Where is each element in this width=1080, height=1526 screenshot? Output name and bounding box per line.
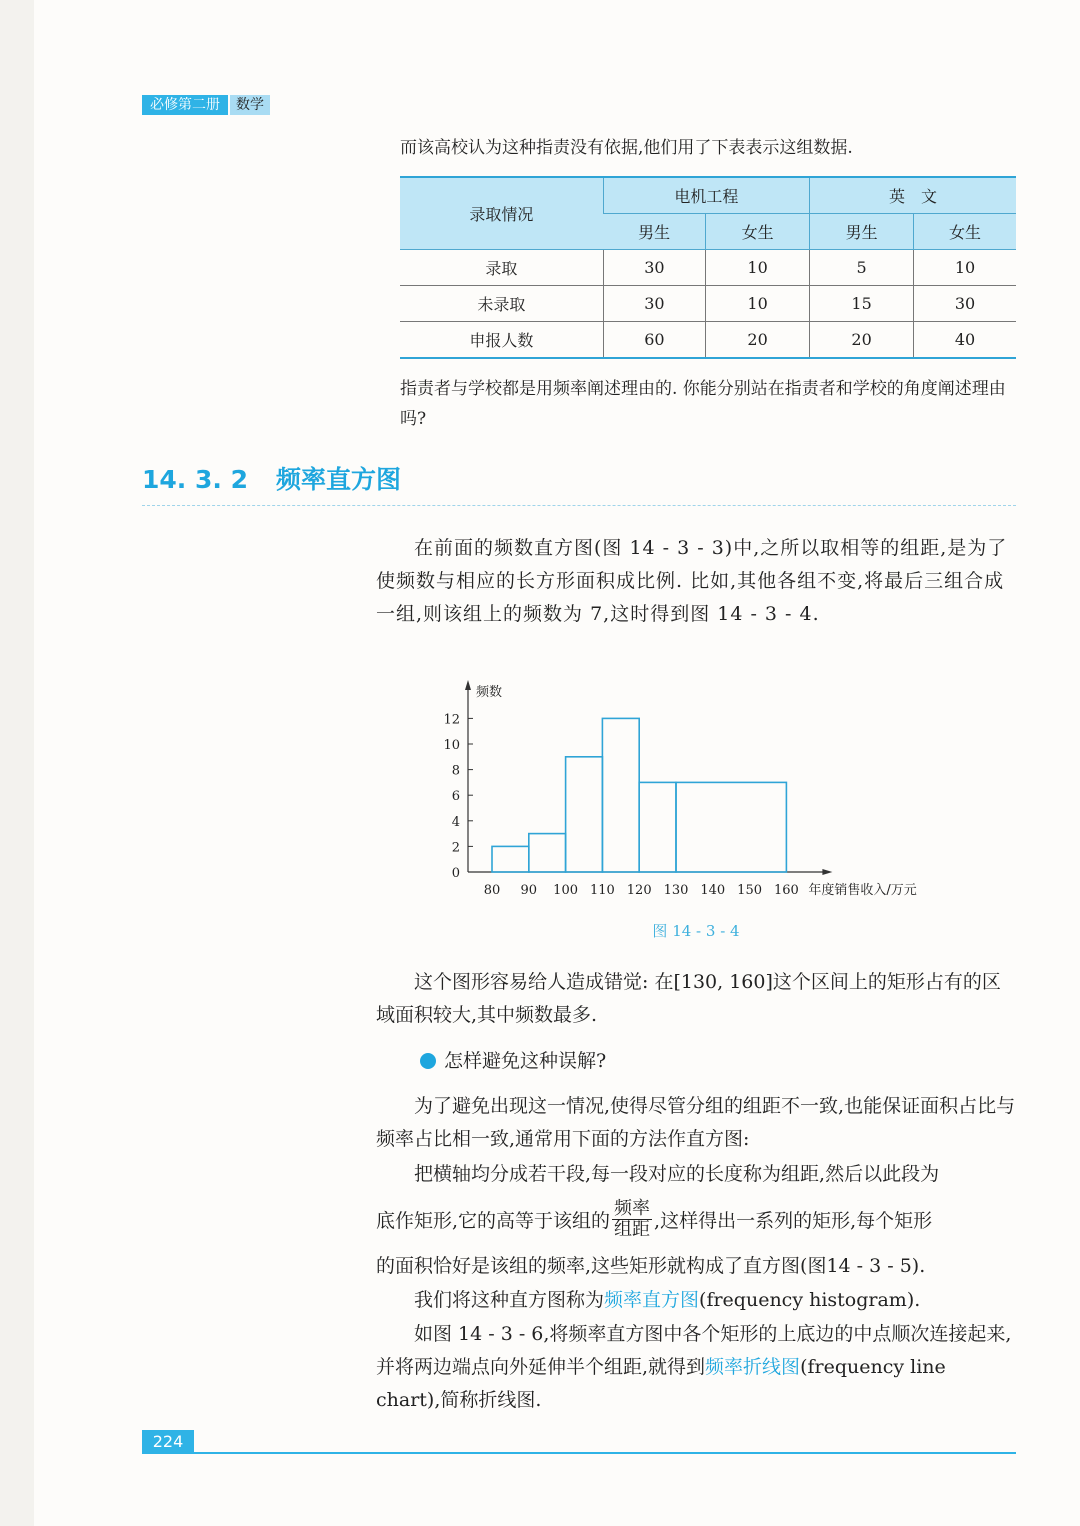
row-header: 录取情况	[400, 177, 603, 250]
table-cell: 5	[810, 250, 914, 286]
y-tick-label: 4	[451, 814, 460, 830]
fraction-line	[376, 1194, 1016, 1244]
bullet-icon	[420, 1053, 436, 1069]
x-tick-label: 140	[700, 883, 726, 898]
section-divider	[142, 505, 1016, 506]
y-tick-label: 10	[443, 738, 460, 753]
table-cell: 10	[706, 250, 810, 286]
row-label: 未录取	[400, 286, 603, 322]
x-tick-label: 90	[520, 883, 538, 898]
sub-header: 男生	[810, 214, 914, 250]
sub-header: 女生	[706, 214, 810, 250]
paragraph-4: 把横轴均分成若干段,每一段对应的长度称为组距,然后以此段为	[414, 1163, 940, 1185]
table-cell: 60	[603, 322, 705, 359]
table-followup-text: 指责者与学校都是用频率阐述理由的. 你能分别站在指责者和学校的角度阐述理由吗?	[400, 379, 1006, 429]
table-row	[400, 286, 1016, 322]
y-axis-arrow	[465, 680, 471, 690]
y-tick-label: 8	[451, 763, 460, 779]
section-title: 频率直方图	[275, 465, 401, 494]
sub-header: 男生	[603, 214, 705, 250]
running-header	[142, 95, 270, 115]
table-cell: 30	[603, 250, 705, 286]
footer-line	[194, 1452, 1016, 1454]
y-tick-label: 2	[451, 840, 460, 856]
x-tick-label: 100	[553, 883, 579, 898]
x-axis-label: 年度销售收入/万元	[808, 883, 917, 898]
histogram-bar	[602, 718, 639, 872]
paragraph-5	[376, 1284, 1016, 1317]
page-number: 224	[142, 1430, 194, 1454]
section-heading	[142, 460, 401, 496]
fraction-pre: 底作矩形,它的高等于该组的	[376, 1209, 611, 1232]
para5-post: (frequency histogram).	[699, 1289, 921, 1311]
question-line	[420, 1046, 606, 1076]
table-cell: 30	[603, 286, 705, 322]
para6-pre: 如图 14 - 3 - 6,将频率直方图中各个矩形的上底边的中点顺次连接起来,并将两边端点向外延伸半个组距,就得到	[376, 1323, 1012, 1378]
row-label: 申报人数	[400, 322, 603, 359]
row-label: 录取	[400, 250, 603, 286]
histogram-bar	[676, 782, 786, 872]
y-tick-label: 6	[451, 789, 460, 805]
table-row	[400, 322, 1016, 359]
y-tick-label: 0	[451, 866, 460, 881]
table-cell: 10	[914, 250, 1016, 286]
table-cell: 40	[914, 322, 1016, 359]
term-frequency-histogram: 频率直方图	[604, 1289, 700, 1311]
x-tick-label: 160	[773, 883, 799, 898]
group-header: 电机工程	[603, 177, 809, 214]
table-cell: 20	[706, 322, 810, 359]
sub-header: 女生	[914, 214, 1016, 250]
x-tick-label: 150	[737, 883, 763, 898]
table-cell: 20	[810, 322, 914, 359]
admission-table	[400, 176, 1016, 359]
y-axis-label: 频数	[476, 685, 503, 700]
histogram-chart	[430, 676, 960, 906]
paragraph-3: 为了避免出现这一情况,使得尽管分组的组距不一致,也能保证面积占比与频率占比相一致,通常用下面的方法作直方图:	[376, 1095, 1016, 1150]
histogram-bar	[639, 782, 676, 872]
fraction-post: ,这样得出一系列的矩形,每个矩形	[654, 1209, 933, 1232]
paragraph-2: 这个图形容易给人造成错觉: 在[130, 160]这个区间上的矩形占有的区域面积较大,其中频数最多.	[376, 971, 1001, 1026]
fraction-numerator: 频率	[614, 1197, 651, 1219]
x-tick-label: 80	[483, 883, 501, 898]
table-cell: 30	[914, 286, 1016, 322]
histogram-bar	[566, 757, 603, 872]
para6-post: (frequency line chart),简称折线图.	[376, 1356, 946, 1411]
histogram-bar	[529, 834, 566, 872]
x-tick-label: 110	[589, 883, 615, 898]
subject-label: 数学	[230, 95, 270, 115]
table-cell: 15	[810, 286, 914, 322]
table-cell: 10	[706, 286, 810, 322]
paragraph-4-end: 的面积恰好是该组的频率,这些矩形就构成了直方图(图14 - 3 - 5).	[376, 1255, 926, 1277]
y-tick-label: 12	[443, 712, 460, 728]
para5-pre: 我们将这种直方图称为	[414, 1289, 605, 1311]
question-text: 怎样避免这种误解?	[444, 1050, 607, 1072]
paragraph-1: 在前面的频数直方图(图 14 - 3 - 3)中,之所以取相等的组距,是为了使频数与相应的长方形面积成比例. 比如,其他各组不变,将最后三组合成一组,则该组上的频数为 7,这时得到图 14 - 3 - 4.	[376, 537, 1008, 625]
group-header: 英 文	[810, 177, 1016, 214]
paragraph-6	[376, 1318, 1016, 1417]
figure-caption: 图 14 - 3 - 4	[652, 922, 740, 940]
table-row	[400, 250, 1016, 286]
page-edge	[0, 0, 34, 1526]
x-axis-arrow	[822, 869, 832, 875]
x-tick-label: 130	[663, 883, 689, 898]
term-frequency-line-chart: 频率折线图	[705, 1356, 801, 1378]
book-label: 必修第二册	[142, 95, 228, 115]
section-number: 14. 3. 2	[142, 465, 248, 494]
x-tick-label: 120	[626, 883, 652, 898]
histogram-bar	[492, 846, 529, 872]
fraction-denominator: 组距	[614, 1218, 651, 1240]
intro-text: 而该高校认为这种指责没有依据,他们用了下表表示这组数据.	[400, 138, 853, 158]
fraction	[612, 1199, 652, 1240]
